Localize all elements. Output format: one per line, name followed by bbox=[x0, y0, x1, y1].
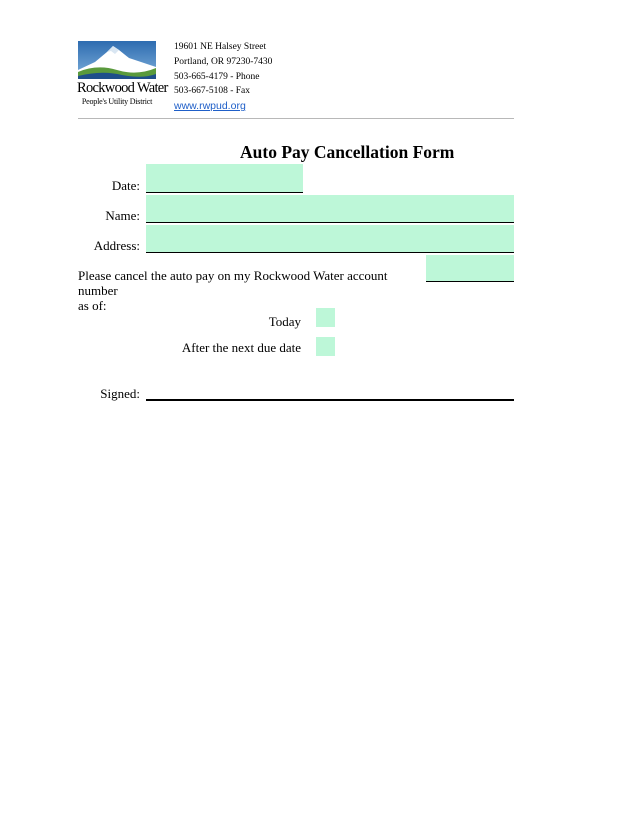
address-fax: 503-667-5108 - Fax bbox=[174, 86, 250, 97]
mountain-logo-icon bbox=[77, 40, 157, 80]
address-city: Portland, OR 97230-7430 bbox=[174, 56, 273, 67]
name-field[interactable] bbox=[146, 195, 514, 223]
as-of-text: as of: bbox=[78, 298, 107, 313]
after-due-checkbox[interactable] bbox=[316, 337, 335, 356]
address-street: 19601 NE Halsey Street bbox=[174, 42, 267, 52]
logo-subtitle: People's Utility District bbox=[81, 97, 153, 106]
form-title: Auto Pay Cancellation Form bbox=[240, 142, 455, 162]
today-checkbox[interactable] bbox=[316, 308, 335, 327]
logo-name: Rockwood Water bbox=[77, 80, 168, 96]
address-block bbox=[174, 40, 272, 114]
website-link[interactable]: www.rwpud.org bbox=[174, 100, 246, 113]
account-text: Please cancel the auto pay on my Rockwood Water account number bbox=[78, 268, 388, 298]
header-divider bbox=[78, 118, 514, 119]
name-label: Name: bbox=[105, 208, 140, 223]
date-field[interactable] bbox=[146, 164, 303, 193]
address-phone: 503-665-4179 - Phone bbox=[174, 71, 260, 82]
today-label: Today bbox=[268, 314, 301, 329]
signature-line[interactable] bbox=[146, 399, 514, 401]
address-field[interactable] bbox=[146, 225, 514, 253]
account-paragraph bbox=[78, 268, 428, 313]
after-due-label: After the next due date bbox=[181, 340, 301, 355]
date-label: Date: bbox=[111, 178, 140, 193]
signed-label: Signed: bbox=[100, 386, 140, 401]
account-number-field[interactable] bbox=[426, 255, 514, 282]
address-label: Address: bbox=[93, 238, 140, 253]
rockwood-water-logo bbox=[77, 40, 168, 110]
